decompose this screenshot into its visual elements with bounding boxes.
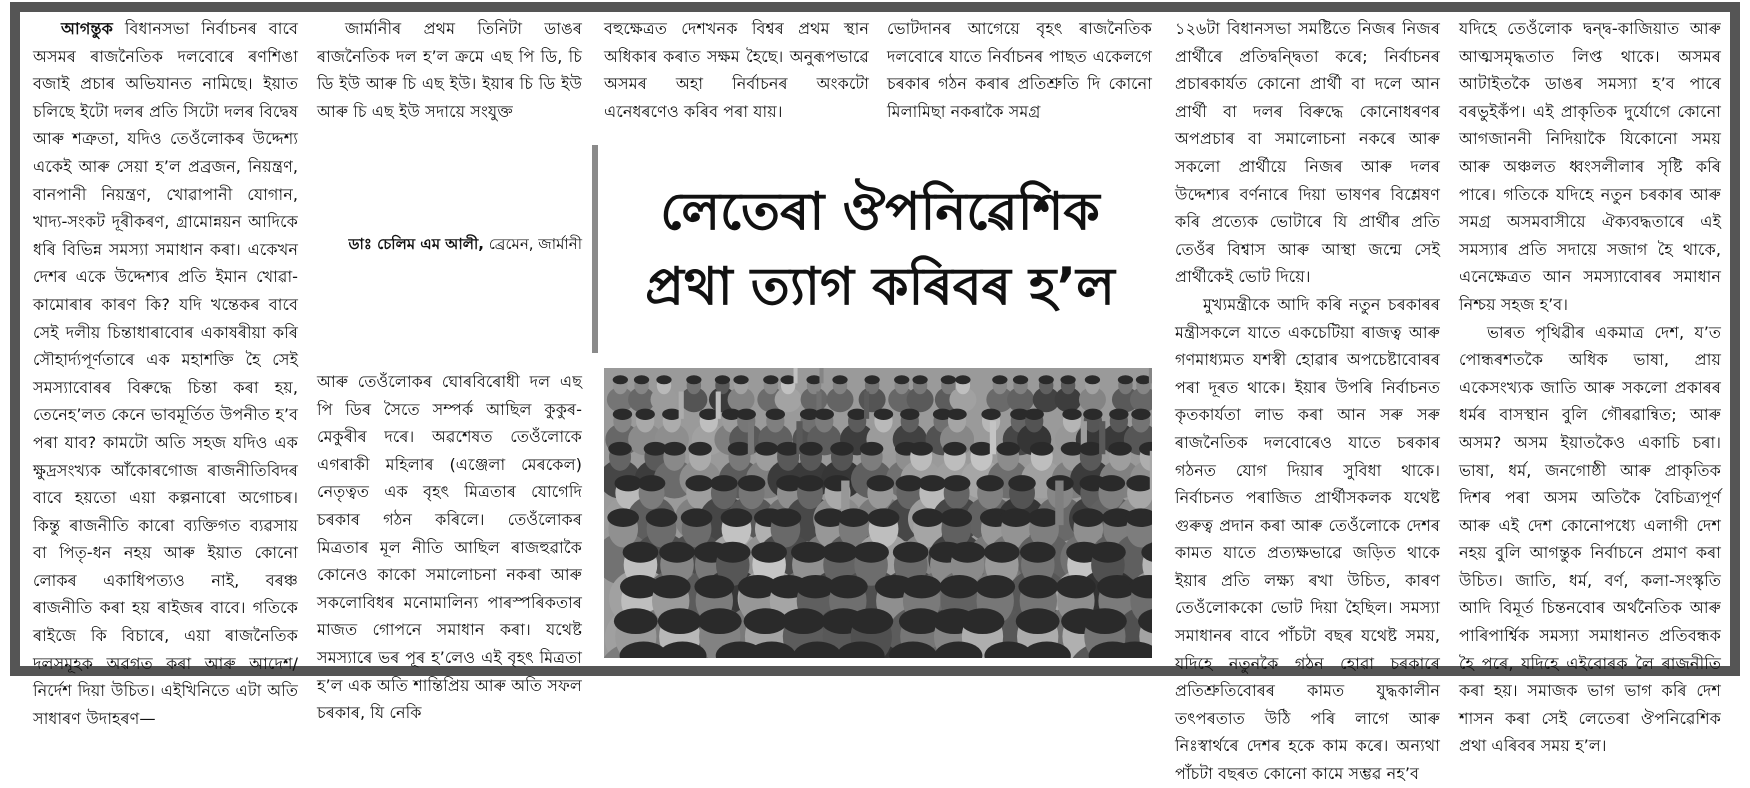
person-hair [955,375,970,384]
person-hair [1108,442,1131,456]
person-hair [699,409,718,420]
person-hair [613,409,632,420]
person-hair [1109,409,1128,420]
person-hair [900,409,919,420]
person-hair [738,475,766,491]
raised-arm [1055,481,1063,526]
person-hair [867,475,895,491]
person-hair [763,375,778,384]
column-3-top [604,15,869,125]
person-hair [636,409,655,420]
person-hair [806,375,821,384]
person-hair [981,409,1000,420]
person-hair [912,375,927,384]
person-hair [1008,475,1036,491]
headline-line-1: লেতেৰা ঔপনিৱেশিক [660,182,1100,242]
author-place: ব্ৰেমেন, জাৰ্মানী [483,235,582,253]
person-hair [614,608,658,634]
person-hair [1016,608,1060,634]
column-5-paragraph-1: ১২৬টা বিধানসভা সমষ্টিতে নিজৰ নিজৰ প্ৰাৰ্থীৰে প্ৰতিদ্বন্দ্বিতা কৰে; নিৰ্বাচনৰ প্ৰচাৰকাৰ্যত কোনো প্ৰাৰ্থী বা দলে আন প্ৰাৰ্থী বা দলৰ বিৰুদ্ধে কোনোধৰণৰ অপপ্ৰচাৰ বা সমালোচনা নকৰে আৰু সকলো প্ৰাৰ্থীয়ে নিজৰ আৰু দলৰ উদ্দেশ্যৰ বৰ্ণনাৰে দিয়া ভাষণৰ বিশ্লেষণ কৰি প্ৰত্যেক ভোটাৰে যি প্ৰাৰ্থীৰ প্ৰতি তেওঁৰ বিশ্বাস আৰু আস্থা জন্মে সেই প্ৰাৰ্থীকেই ভোট দিয়ে। [1175,19,1440,287]
person-hair [832,375,847,384]
person-hair [1020,542,1056,563]
raised-arm [716,391,721,418]
person-hair [737,409,756,420]
raised-arm [748,421,754,454]
person-hair [1060,375,1075,384]
column-2-bottom-text: আৰু তেওঁলোকৰ ঘোৰবিৰোধী দল এছ পি ডিৰ সৈতে সম্পৰ্ক আছিল কুকুৰ-মেকুৰীৰ দৰে। অৱশেষত তেওঁলোকে এগৰাকী মহিলাৰ (এঞ্জেলা মেৰকেল) নেতৃত্বত এক বৃহৎ মিত্ৰতাৰ যোগেদি চৰকাৰ গঠন কৰিলে। তেওঁলোকৰ মিত্ৰতাৰ মূল নীতি আছিল ৰাজহুৱাকৈ কোনেও কাকো সমালোচনা নকৰা আৰু সকলোবিধৰ মনোমালিন্য পাৰস্পৰিকতাৰ মাজত গোপনে সমাধান কৰা। যথেষ্ট সমস্যাৰে ভৰ পূৰ হ’লেও এই বৃহৎ মিত্ৰতা হ’ল এক অতি শান্তিপ্ৰিয় আৰু অতি সফল চৰকাৰ, যি নেকি [317,372,582,723]
person-hair [1056,575,1096,598]
raised-arm [864,391,869,418]
person-hair [688,442,711,456]
person-hair [1013,375,1028,384]
person-hair [961,608,1005,634]
person-hair [646,508,678,527]
person-hair [1131,409,1150,420]
person-hair [894,375,909,384]
person-hair [1062,409,1081,420]
headline [620,175,1140,325]
person-hair [868,508,900,527]
raised-arm [990,421,996,454]
person-hair [1136,375,1151,384]
person-hair [1118,375,1133,384]
column-2-top-text: জাৰ্মানীৰ প্ৰথম তিনিটা ডাঙৰ ৰাজনৈতিক দল হ’ল ক্ৰমে এছ পি ডি, চি ডি ইউ আৰু চি এছ ইউ। ইয়াৰ চি ডি ইউ আৰু চি এছ ইউ সদায়ে সংযুক্ত [317,19,582,121]
person-hair [780,375,795,384]
person-hair [681,508,713,527]
raised-arm [819,368,823,383]
person-hair [1000,508,1032,527]
person-hair [694,575,734,598]
person-hair [656,375,671,384]
person-hair [1018,575,1058,598]
person-hair [613,375,628,384]
person-hair [822,542,858,563]
person-hair [1030,442,1053,456]
person-hair [607,508,639,527]
raised-arm [1149,368,1152,383]
column-5-paragraph-2: মুখ্যমন্ত্ৰীকে আদি কৰি নতুন চৰকাৰৰ মন্ত্ৰীসকলে যাতে একচেটিয়া ৰাজত্ব আৰু গণমাধ্যমত যশস্বী হোৱাৰ অপচেষ্টাবোৰৰ পৰা দূৰত থাকে। ইয়াৰ উপৰি নিৰ্বাচনত কৃতকাৰ্যতা লাভ কৰা আন সৰু সৰু ৰাজনৈতিক দলবোৰেও যাতে চৰকাৰ গঠনত যোগ দিয়াৰ সুবিধা থাকে। নিৰ্বাচনত পৰাজিত প্ৰাৰ্থীসকলক যথেষ্ট গুৰুত্ব প্ৰদান কৰা আৰু তেওঁলোকে দেশৰ কামত যাতে প্ৰত্যক্ষভাৱে জড়িত থাকে ইয়াৰ প্ৰতি লক্ষ্য ৰখা উচিত, কাৰণ তেওঁলোককো ভোট দিয়া হৈছিল। সমস্যা সমাধানৰ বাবে পাঁচটা বছৰ যথেষ্ট সময়, যদিহে নতুনকৈ গঠন হোৱা চৰকাৰে প্ৰতিশ্ৰুতিবোৰৰ কামত যুদ্ধকালীন তৎপৰতাত উঠি পৰি লাগে আৰু নিঃস্বাৰ্থৰে দেশৰ হকে কাম কৰে। অন্যথা পাঁচটা বছৰত কোনো কামে সম্ভৱ নহ’ব [1175,294,1440,784]
person-hair [799,442,822,456]
person-hair [663,442,686,456]
person-hair [721,508,753,527]
person-hair [658,608,702,634]
person-hair [853,542,889,563]
person-hair [796,475,824,491]
raised-arm [794,368,798,383]
person-hair [984,542,1020,563]
person-hair [782,608,826,634]
person-hair [715,375,730,384]
person-hair [830,442,853,456]
person-hair [941,375,956,384]
person-hair [860,442,883,456]
person-hair [918,475,946,491]
person-hair [659,542,695,563]
person-hair [744,608,788,634]
person-hair [947,409,966,420]
person-hair [950,542,986,563]
column-2-top [317,15,582,125]
person-hair [662,409,681,420]
person-hair [864,375,879,384]
person-hair [1090,542,1126,563]
person-hair [912,508,944,527]
person-hair [815,409,834,420]
person-hair [755,442,778,456]
person-hair [634,375,649,384]
person-hair [902,575,942,598]
raised-arm [679,391,684,418]
person-hair [608,442,631,456]
person-hair [651,575,691,598]
byline [317,233,582,255]
person-hair [849,608,893,634]
column-5 [1175,15,1440,788]
column-6-paragraph-2: ভাৰত পৃথিৱীৰ একমাত্ৰ দেশ, য’ত পোন্ধৰশতকৈ অধিক ভাষা, প্ৰায় একেসংখ্যক জাতি আৰু সকলো প্ৰকাৰৰ ধৰ্মৰ বাসস্থান বুলি গৌৰৱান্বিত; আৰু অসম? অসম ইয়াতকৈও একাচি চৰা। ভাষা, ধৰ্ম, জনগোষ্ঠী আৰু প্ৰাকৃতিক দিশৰ পৰা অসম অতিকৈ বৈচিত্ৰ্যপূৰ্ণ আৰু এই দেশ কোনোপধ্যে এলাগী দেশ নহয় বুলি আগন্তুক নিৰ্বাচনে প্ৰমাণ কৰা উচিত। জাতি, ধৰ্ম, বৰ্ণ, কলা-সংস্কৃতি আদি বিমূৰ্ত চিন্তনবোৰ অৰ্থনৈতিক আৰু পাৰিপাৰ্শ্বিক সমস্যা সমাধানত প্ৰতিবন্ধক হৈ পৰে, যদিহে এইবোৰক লৈ ৰাজনীতি কৰা হয়। সমাজক ভাগ ভাগ কৰি দেশ শাসন কৰা সেই লেতেৰা ঔপনিৱেশিক প্ৰথা এৰিবৰ সময় হ’ল। [1459,322,1721,756]
person-hair [1083,409,1102,420]
headline-rule [592,145,598,353]
person-hair [975,575,1015,598]
person-hair [939,575,979,598]
column-1-paragraph [33,15,298,732]
person-hair [976,475,1004,491]
column-4-top [887,15,1152,125]
person-hair [638,475,666,491]
person-hair [1085,375,1100,384]
column-4-top-text: ভোটদানৰ আগেয়ে বৃহৎ ৰাজনৈতিক দলবোৰে যাতে নিৰ্বাচনৰ পাছত একেলগে চৰকাৰ গঠন কৰাৰ প্ৰতিশ্ৰুতি দি কোনো মিলামিছা নকৰাকৈ সমগ্ৰ [887,19,1152,121]
person-hair [1025,409,1044,420]
headline-line-2: প্ৰথা ত্যাগ কৰিবৰ হ’ল [645,257,1115,317]
person-hair [909,442,932,456]
person-hair [828,575,868,598]
person-hair [715,542,751,563]
person-hair [893,542,929,563]
crowd-photo [604,368,1152,658]
column-6-paragraph-1: যদিহে তেওঁলোক দ্বন্দ্ব-কাজিয়াত আৰু আত্মসমৃদ্ধতাত লিপ্ত থাকে। অসমৰ আটাইতকৈ ডাঙৰ সমস্যা হ’ব পাৰে বৰভুইকঁপ। এই প্ৰাকৃতিক দুৰ্যোগে কোনো আগজাননী নিদিয়াকৈ যিকোনো সময় আৰু অঞ্চলত ধ্বংসলীলাৰ সৃষ্টি কৰি পাৰে। গতিকে যদিহে নতুন চৰকাৰ আৰু সমগ্ৰ অসমবাসীয়ে ঐক্যবদ্ধতাৰে এই সমস্যাৰ প্ৰতি সদায়ে সজাগ হৈ থাকে, এনেক্ষেত্ৰত আন সমস্যাবোৰৰ সমাধান নিশ্চয় সহজ হ’ব। [1459,19,1721,314]
person-hair [970,442,993,456]
person-hair [791,542,827,563]
person-hair [1098,475,1126,491]
lead-word: আগন্তুক [61,19,113,38]
person-hair [992,375,1007,384]
person-hair [710,475,738,491]
person-hair [698,608,742,634]
person-hair [770,508,802,527]
person-hair [685,475,713,491]
column-1-text: বিধানসভা নিৰ্বাচনৰ বাবে অসমৰ ৰাজনৈতিক দলবোৰে ৰণশিঙা বজাই প্ৰচাৰ অভিযানত নামিছে। ইয়াত চলিছে ইটো দলৰ প্ৰতি সিটো দলৰ বিদ্বেষ আৰু শত্ৰুতা, যদিও তেওঁলোকৰ উদ্দেশ্য একেই আৰু সেয়া হ’ল প্ৰব্ৰজন, নিয়ন্ত্ৰণ, বানপানী নিয়ন্ত্ৰণ, খোৱাপানী যোগান, খাদ্য-সংকট দূৰীকৰণ, গ্ৰামোন্নয়ন আদিকে ধৰি বিভিন্ন সমস্যা সমাধান কৰা। একেখন দেশৰ একে উদ্দেশ্যৰ প্ৰতি ইমান খোৱা-কামোৰাৰ কাৰণ কি? যদি খন্তেকৰ বাবে সেই দলীয় চিন্তাধাৰাবোৰ একাষৰীয়া কৰি সৌহাৰ্দ্যপূৰ্ণতাৰে এক মহাশক্তি হৈ সেই সমস্যাবোৰৰ বিৰুদ্ধে চিন্তা কৰা হয়, তেনেহ’লত কেনে ভাবমূৰ্তিত উপনীত হ’ব পৰা যাব? কামটো অতি সহজ যদিও এক ক্ষুদ্ৰসংখ্যক আঁকোৰগোজ ৰাজনীতিবিদৰ বাবে হয়তো এয়া কল্পনাৰো অগোচৰ। কিন্তু ৰাজনীতি কাৰো ব্যক্তিগত ব্যৱসায় বা পিতৃ-ধন নহয় আৰু ইয়াত কোনো লোকৰ একাধিপত্যও নাই, বৰঞ্চ ৰাজনীতি কৰা হয় ৰাইজৰ বাবে। গতিকে ৰাইজে কি বিচাৰে, এয়া ৰাজনৈতিক দলসমূহক অৱগত কৰা আৰু আদেশ/নিৰ্দেশ দিয়া উচিত। এইখিনিতে এটা অতি সাধাৰণ উদাহৰণ— [33,19,298,728]
column-2-bottom [317,368,582,727]
person-hair [686,375,701,384]
person-hair [776,442,799,456]
person-hair [733,375,748,384]
person-hair [997,442,1020,456]
column-1 [33,15,298,732]
person-hair [943,442,966,456]
person-hair [940,508,972,527]
person-hair [1083,608,1127,634]
person-hair [1079,442,1102,456]
raised-arm [1099,421,1105,454]
person-hair [1072,508,1104,527]
person-hair [751,542,787,563]
person-hair [1039,375,1054,384]
crowd-photo-graphic [604,368,1152,658]
person-hair [1028,508,1060,527]
person-hair [766,409,785,420]
column-3-top-text: বহুক্ষেত্ৰত দেশখনক বিশ্বৰ প্ৰথম স্থান অধিকাৰ কৰাত সক্ষম হৈছে। অনুৰূপভাৱে অসমৰ অহা নিৰ্বাচনৰ অংকটো এনেধৰণেও কৰিব পৰা যায়। [604,19,869,121]
person-hair [847,409,866,420]
person-hair [874,409,893,420]
person-hair [728,442,751,456]
person-hair [838,508,870,527]
raised-arm [1150,451,1152,490]
person-hair [943,475,971,491]
column-6 [1459,15,1721,760]
author-name: ডাঃ চেলিম এম আলী, [348,235,484,253]
person-hair [623,542,659,563]
